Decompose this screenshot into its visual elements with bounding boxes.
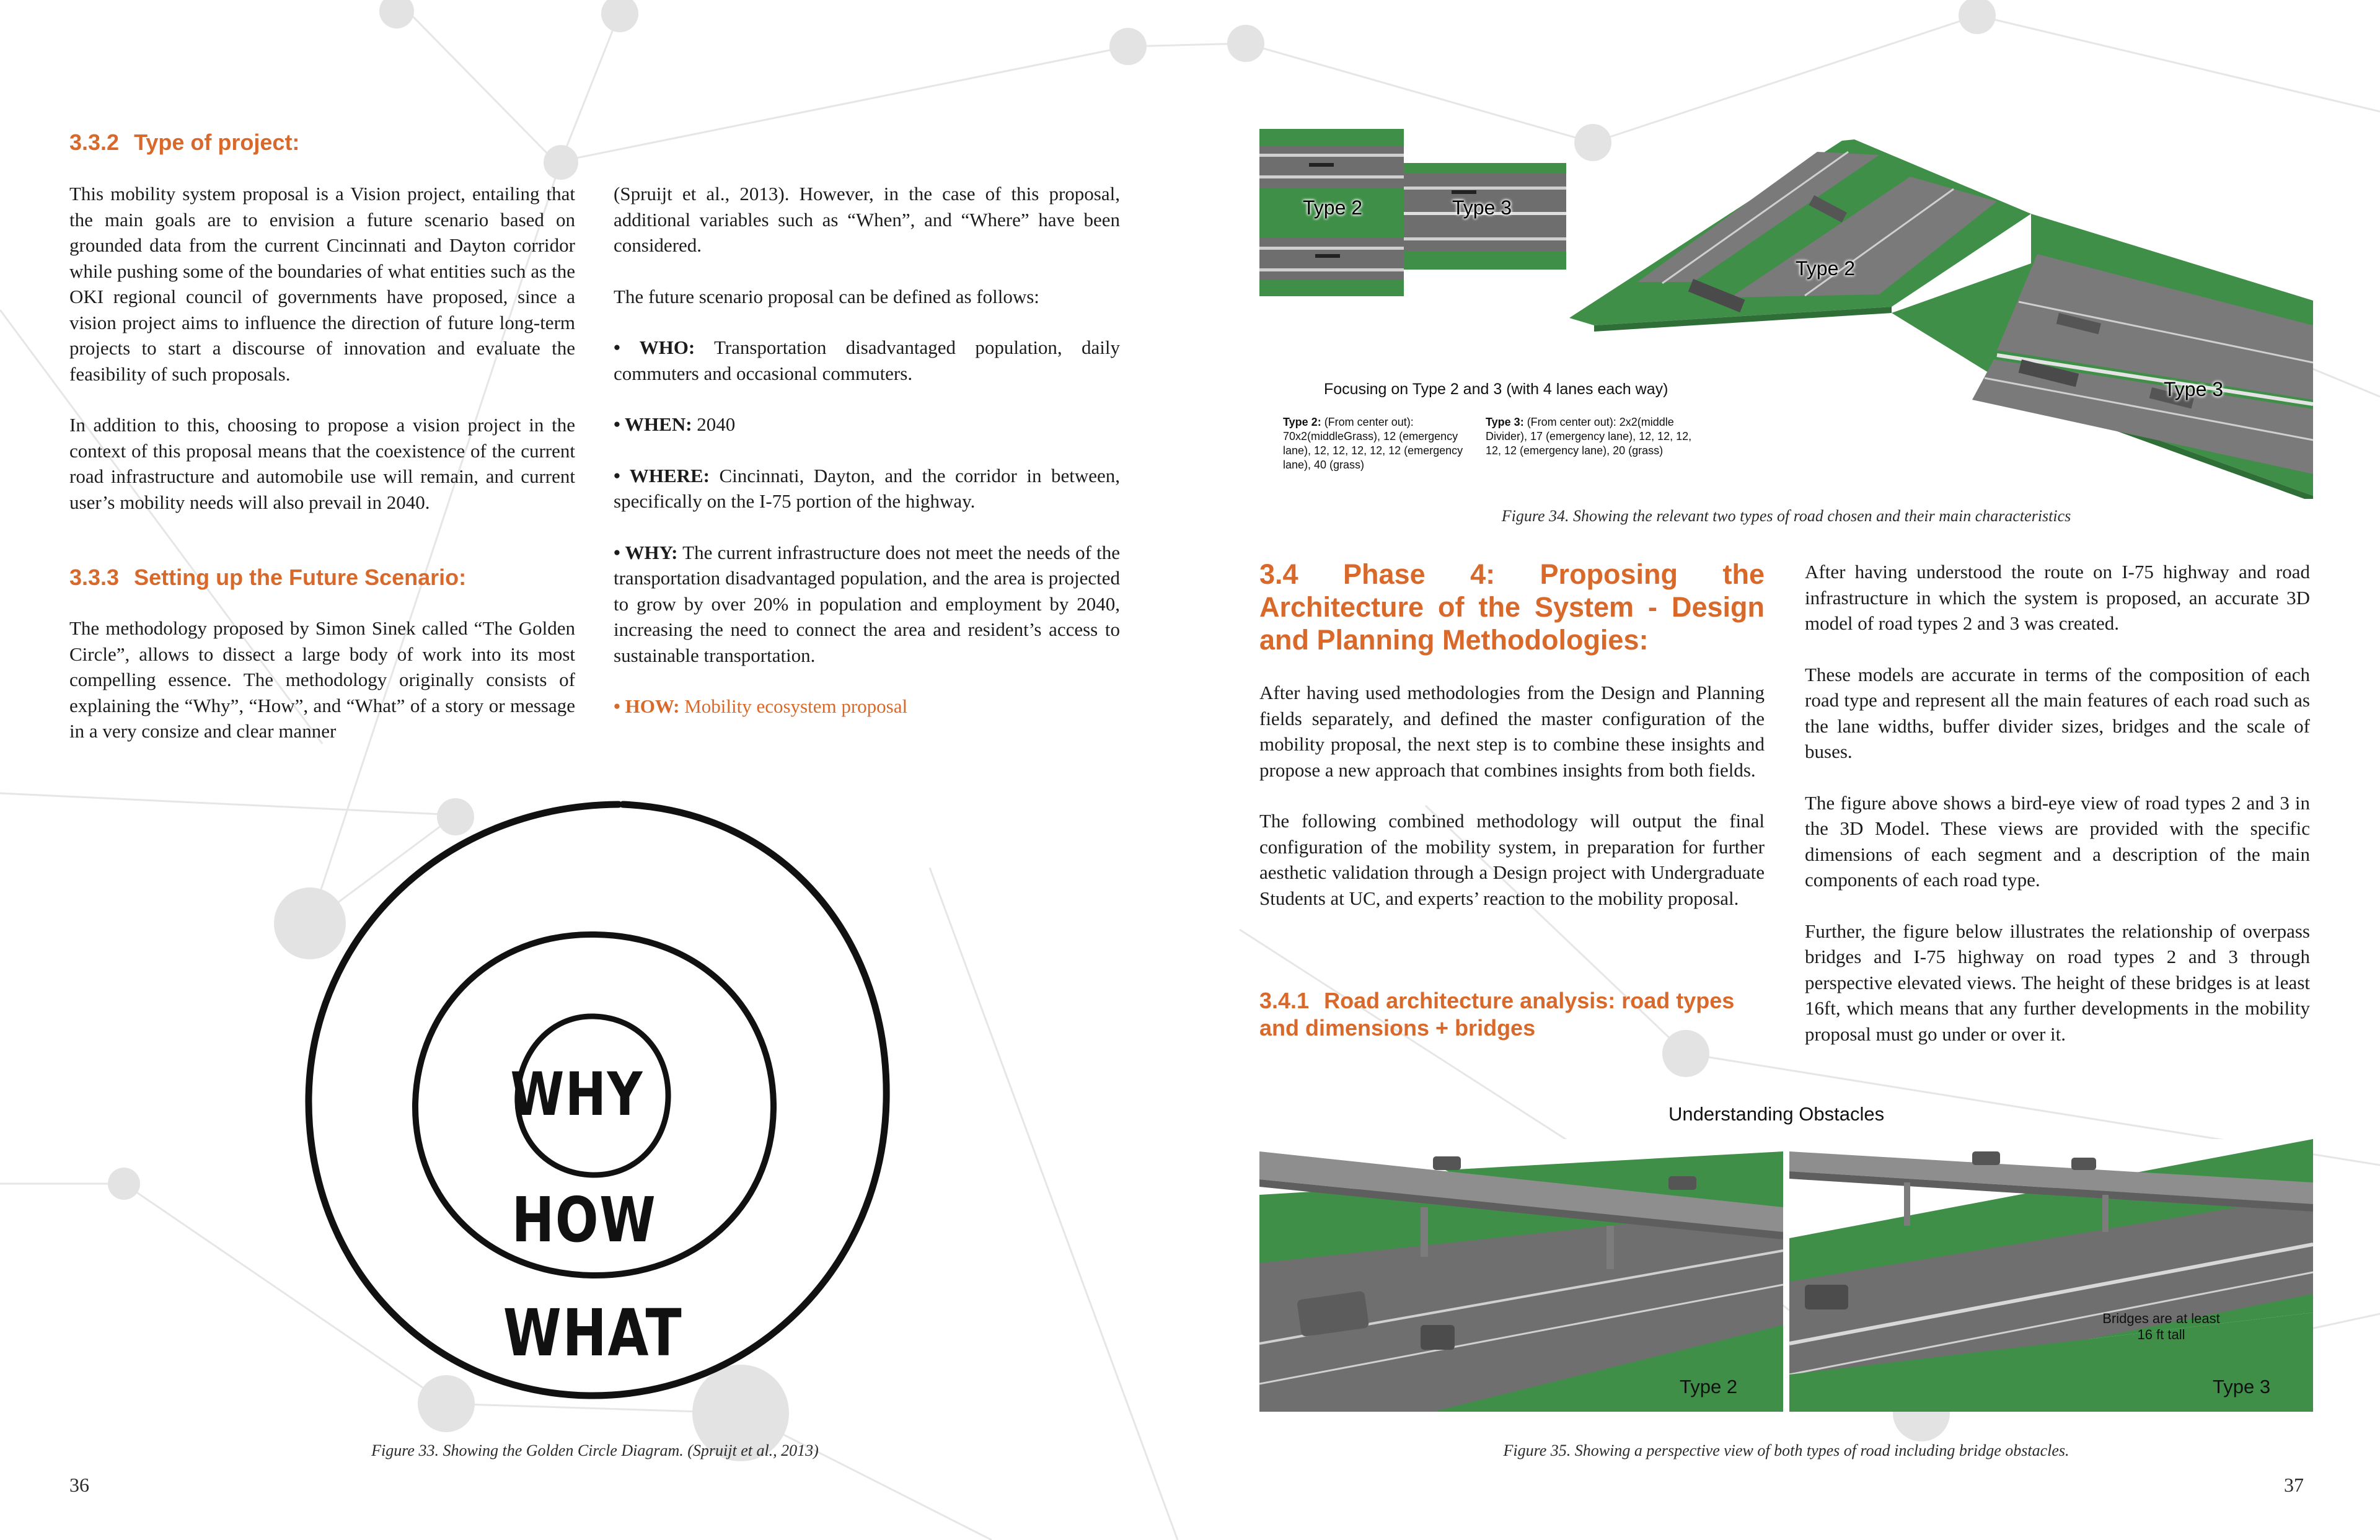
left-column-1-bottom: [69, 615, 575, 744]
figure-35: [1259, 1139, 2313, 1412]
paragraph-bird-eye: The figure above shows a bird-eye view of road types 2 and 3 in the 3D Model. These views are provided with the specific dimensions of each segment and a description of the main components of each road type.: [1805, 791, 2310, 891]
page-number-left: 36: [69, 1474, 89, 1496]
paragraph-golden-circle: The methodology proposed by Simon Sinek called “The Golden Circle”, allows to dissect a large body of work into its most compelling essence. The methodology originally consists of explaining the “Why”, “How”, and “What” of a story or message in a very consize and clear manner: [69, 617, 575, 742]
bullet-where: [614, 463, 1120, 514]
right-column-2: [1805, 559, 2310, 1047]
left-column-2: [614, 181, 1120, 719]
bullet-label: • WHEN:: [614, 413, 692, 435]
focus-note: Focusing on Type 2 and 3 (with 4 lanes each way): [1324, 381, 1668, 398]
heading-3-4: 3.4 Phase 4: Proposing the Architecture of the System - Design and Planning Methodologies:: [1259, 558, 1765, 656]
bullet-label: • WHO:: [614, 337, 695, 358]
heading-number: 3.4.1: [1259, 988, 1310, 1013]
figure-35-caption: Figure 35. Showing a perspective view of both types of road including bridge obstacles.: [1503, 1441, 2069, 1459]
figure-35-bridge-views: [1259, 1139, 2313, 1412]
heading-title: Setting up the Future Scenario:: [134, 565, 467, 590]
paragraph-future-defined: The future scenario proposal can be defined as follows:: [614, 285, 1039, 307]
bullet-label: • WHERE:: [614, 464, 710, 486]
heading-3-3-2: [69, 129, 299, 156]
bullet-label: • WHY:: [614, 541, 678, 563]
golden-what-label: WHAT: [503, 1295, 683, 1371]
spec-text: (From center out): 2x2(middle Divider), 17 (emergency lane), 12, 12, 12, 12, 12 (emergency lane), 20 (grass): [1486, 416, 1692, 457]
figure-34: [1259, 127, 2313, 499]
type-2-spec: [1283, 415, 1478, 472]
bridge-height-note: Bridges are at least 16 ft tall: [2102, 1311, 2220, 1342]
model-tag-type-2: Type 2: [1796, 257, 1856, 279]
type-3-spec: [1486, 415, 1709, 458]
bullet-who: [614, 335, 1120, 386]
bullet-how: [614, 693, 1120, 719]
heading-number: 3.3.3: [69, 565, 120, 590]
heading-3-4-1: [1259, 987, 1765, 1042]
figure-34-caption: Figure 34. Showing the relevant two types of road chosen and their main characteristics: [1501, 507, 2071, 525]
figure-33-caption: Figure 33. Showing the Golden Circle Diagram. (Spruijt et al., 2013): [371, 1441, 819, 1459]
golden-why-label: WHY: [510, 1060, 644, 1129]
paragraph-3d-model: After having understood the route on I-75 highway and road infrastructure in which the system is proposed, an accurate 3D model of road types 2 and 3 was created.: [1805, 561, 2310, 634]
bullet-why: [614, 540, 1120, 669]
panel-label-type-3: Type 3: [2213, 1376, 2271, 1397]
paragraph-model-accuracy: These models are accurate in terms of the composition of each road type and represent all the main features of each road such as the lane widths, buffer divider sizes, bridges and the scale of buses.: [1805, 663, 2310, 762]
paragraph-vision-project: This mobility system proposal is a Vision project, entailing that the main goals are to envision a future scenario based on grounded data from the current Cincinnati and Dayton corridor while pushing some of the boundaries of what entities such as the OKI regional council of governments have proposed, since a vision project aims to influence the direction of future long-term projects to start a discourse of innovation and evaluate the feasibility of such proposals.: [69, 183, 575, 385]
left-column-1-top: [69, 181, 575, 515]
thumb-label-type-3: Type 3: [1452, 196, 1512, 219]
paragraph-combined-insights: After having used methodologies from the Design and Planning fields separately, and defined the master configuration of the mobility proposal, the next step is to combine these insights and propose a new approach that combines insights from both fields.: [1259, 682, 1765, 781]
right-column-1: [1259, 680, 1765, 911]
panel-type-2: [1259, 1139, 1783, 1412]
bullet-text: Transportation disadvantaged population, daily commuters and occasional commuters.: [614, 337, 1120, 384]
paragraph-coexistence: In addition to this, choosing to propose a vision project in the context of this proposal means that the coexistence of the current road infrastructure and automobile use will remain, and current user’s mobility needs will also prevail in 2040.: [69, 414, 575, 513]
heading-number: 3.3.2: [69, 130, 120, 155]
bullet-text: The current infrastructure does not meet the needs of the transportation disadvantaged population, and the area is projected to grow by over 20% in population and employment by 2040, increasing the need to connect the area and resident’s access to sustainable transportation.: [614, 541, 1120, 666]
bullet-label: • HOW:: [614, 695, 680, 717]
thumb-label-type-2: Type 2: [1303, 196, 1363, 219]
bullet-text: Mobility ecosystem proposal: [679, 695, 908, 717]
spec-label: Type 3:: [1486, 416, 1524, 428]
golden-circle-figure: [298, 793, 892, 1407]
paragraph-spruijt: (Spruijt et al., 2013). However, in the case of this proposal, additional variables such as “When”, and “Where” have been considered.: [614, 183, 1120, 256]
panel-label-type-2: Type 2: [1680, 1376, 1738, 1397]
paragraph-bridges: Further, the figure below illustrates the relationship of overpass bridges and I-75 highway on road types 2 and 3 through perspective elevated views. The height of these bridges is at least 16ft, which means that any further developments in the mobility proposal must go under or over it.: [1805, 920, 2310, 1045]
spec-text: (From center out): 70x2(middleGrass), 12 (emergency lane), 12, 12, 12, 12, 12 (emergency lane), 40 (grass): [1283, 416, 1463, 471]
page-number-right: 37: [2284, 1474, 2304, 1496]
heading-title: Type of project:: [134, 130, 300, 155]
golden-how-label: HOW: [511, 1184, 657, 1256]
bullet-text: 2040: [692, 413, 736, 435]
spec-label: Type 2:: [1283, 416, 1321, 428]
paragraph-combined-methodology: The following combined methodology will output the final configuration of the mobility system, in preparation for further aesthetic validation through a Design project with Undergraduate Students at UC, and experts’ reaction to the mobility proposal.: [1259, 810, 1765, 909]
model-tag-type-3: Type 3: [2164, 378, 2224, 400]
bullet-when: [614, 411, 1120, 438]
panel-type-3: [1789, 1139, 2313, 1412]
figure-35-title: Understanding Obstacles: [1668, 1103, 1885, 1125]
heading-3-3-3: [69, 564, 466, 591]
bullet-text: Cincinnati, Dayton, and the corridor in between, specifically on the I-75 portion of the highway.: [614, 464, 1120, 512]
heading-title: Road architecture analysis: road types and dimensions + bridges: [1259, 988, 1735, 1041]
